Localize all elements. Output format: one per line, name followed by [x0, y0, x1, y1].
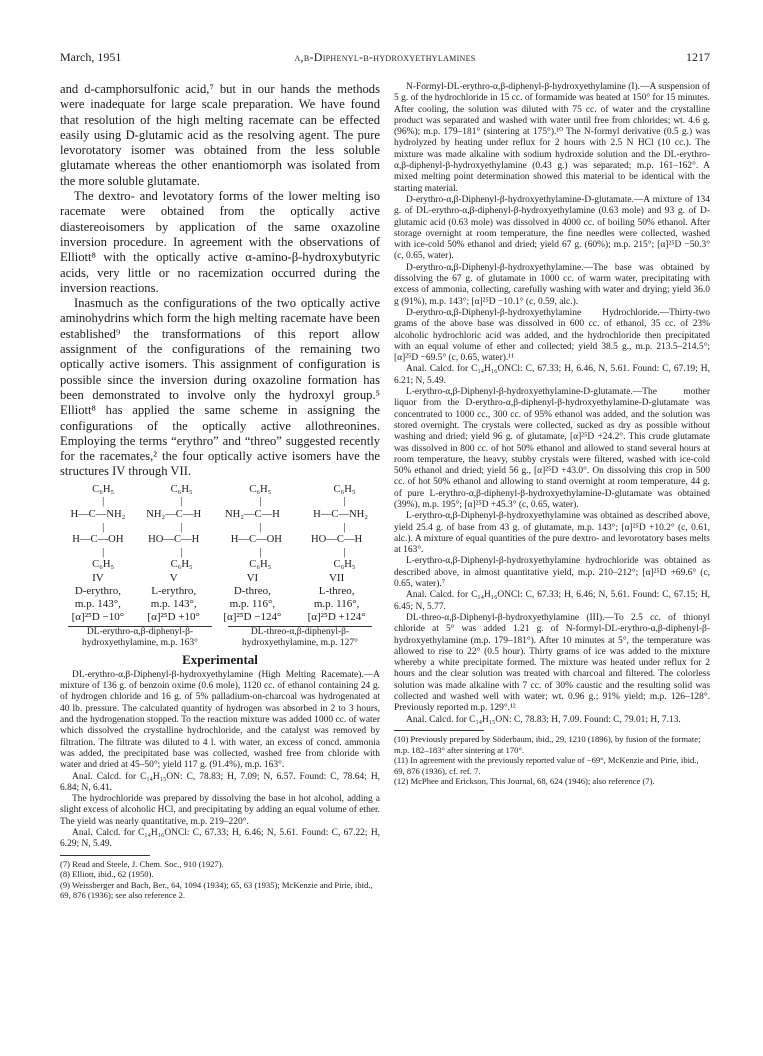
- structure-config: L-erythro,: [151, 584, 197, 597]
- left-column: [60, 82, 380, 901]
- footnotes-right: [394, 734, 710, 787]
- footnote: (9) Weissberger and Bach, Ber., 64, 1094 (1934); 65, 63 (1935); McKenzie and Pirie, ibid., 69, 876 (1936); see also reference 2.: [60, 879, 373, 901]
- paragraph: The dextro- and levotatory forms of the lower melting iso racemate were obtained from the optically active diastereoisomers by application of the same oxazoline inversion procedure. In agreement with the observations of Elliott⁸ with the optically active α-amino-β-hydroxybutyric acids, very little or no racemization occurred during the inversion reactions.: [60, 189, 380, 295]
- paragraph: DL-erythro-α,β-Diphenyl-β-hydroxyethylamine (High Melting Racemate).—A mixture of 136 g. of benzoin oxime (0.6 mole), 1120 cc. of ethanol containing 24 g. of hydrogen chloride and 16 g. of 5% palladium-on-charcoal was hydrogenated at 40 lb. pressure. The calculated quantity of hydrogen was absorbed in 2 to 3 hours, and the hydrogenation stopped. To the reaction mixture was added 1000 cc. of water which dissolved the crystalline hydrochloride, and the catalyst was removed by filtration. The filtrate was diluted to 4 l. with water, an excess of concd. ammonia was added, the precipitated base was collected, washed free from chloride with water and dried at 45–50°; yield 117 g. (91.4%), m.p. 163°.: [60, 669, 380, 771]
- paragraph: L-erythro-α,β-Diphenyl-β-hydroxyethylamine-D-glutamate.—The mother liquor from the D-erythro-α,β-diphenyl-β-hydroxyethylamine-D-glutamate was concentrated to 1000 cc., 300 cc. of 95% ethanol was added, and the solution was stored overnight. The crystals were collected, sucked as dry as possible without washing and dried; yield 96 g. of glutamate, [α]²⁵D +24.2°. This crude glutamate was dissolved in 800 cc. of hot 50% ethanol and allowed to stand several hours at room temperature, the heavy, stubby crystals were filtered, washed with ice-cold 50% ethanol and dried; yield 56 g., [α]²⁵D +43.0°. On dissolving this crop in 500 cc. of hot 50% ethanol and allowing to stand overnight at room temperature, 44 g. of pure L-erythro-α,β-diphenyl-β-hydroxyethylamine-D-glutamate was obtained (39%), m.p. 195°; [α]²⁵D +45.3° (c, 0.65, water).: [394, 387, 710, 510]
- section-heading: Experimental: [182, 651, 258, 667]
- footnote: (10) Previously prepared by Söderbaum, ibid., 29, 1210 (1896), by fusion of the formate; m.p. 182–183° after sintering at 170°.: [394, 733, 701, 755]
- header-date: March, 1951: [60, 50, 122, 64]
- right-column: [394, 82, 710, 787]
- footnote: (8) Elliott, ibid., 62 (1950).: [60, 869, 154, 880]
- experimental-text-right: [394, 82, 710, 726]
- paragraph: Anal. Calcd. for C₁₄H₁₆ONCl: C, 67.33; H, 6.46; N, 5.61. Found: C, 67.22; H, 6.29; N, 5.49.: [60, 828, 380, 850]
- racemate-threo: DL-threo-α,β-diphenyl-β-hydroxyethylamine, m.p. 127°: [242, 626, 358, 648]
- footnote-rule: [394, 730, 484, 731]
- structure-diagram: [60, 484, 380, 624]
- structure-mp: m.p. 143°,: [74, 597, 121, 610]
- paragraph: Anal. Calcd. for C₁₄H₁₅ON: C, 78.83; H, 7.09. Found: C, 79.01; H, 7.13.: [406, 714, 681, 725]
- structure-mp: m.p. 116°,: [229, 597, 276, 610]
- footnote-rule: [60, 855, 150, 856]
- racemate-erythro: DL-erythro-α,β-diphenyl-β-hydroxyethylamine, m.p. 163°: [82, 626, 198, 648]
- structure-rotation: [α]²⁵D +124°: [307, 610, 366, 623]
- paragraph: DL-threo-α,β-Diphenyl-β-hydroxyethylamine (III).—To 2.5 cc. of thionyl chloride at 5° was added 1.21 g. of N-formyl-DL-erythro-α,β-diphenyl-β-hydroxyethylamine (m.p. 179–181°). After 10 minutes at 5°, the temperature was allowed to rise to 22° (0.5 hour). Thirty grams of ice was added to the mixture whereby a white precipitate formed. The mixture was heated under reflux for 2 hours and the clear solution was treated with charcoal and filtered. The colorless solution was made alkaline with 7 cc. of 30% caustic and the resulting solid was collected and washed well with water; wt. 0.96 g.; 91% yield; m.p. 126–128°. Previously reported m.p. 129°.¹²: [394, 612, 710, 714]
- structure-formula: C₆H₅ | H—C—NH₂ | H—C—OH | C₆H₅: [70, 483, 126, 571]
- paragraph: Anal. Calcd. for C₁₄H₁₆ONCl: C, 67.33; H, 6.46; N, 5.61. Found: C, 67.15; H, 6.45; N, 5.77.: [394, 590, 710, 612]
- footnote: (12) McPhee and Erickson, This Journal, 68, 624 (1946); also reference (7).: [394, 776, 655, 787]
- structure-rotation: [α]²⁵D +10°: [147, 610, 200, 623]
- racemate-labels: [60, 626, 380, 649]
- header-page-number: 1217: [686, 50, 710, 64]
- structure-mp: m.p. 116°,: [313, 597, 360, 610]
- footnote: (11) In agreement with the previously reported value of −69°, McKenzie and Pirie, ibid., 69, 876 (1936), cf. ref. 7.: [394, 755, 699, 776]
- paragraph: D-erythro-α,β-Diphenyl-β-hydroxyethylamine Hydrochloride.—Thirty-two grams of the above base was dissolved in 600 cc. of ethanol, 35 cc. of 23% alcoholic hydrochloric acid was added, and the hydrochloride then precipitated with an equal volume of ether and collected; yield 38.5 g., m.p. 213.5–214.5°; [α]²⁵D −69.5° (c, 0.65, water).¹¹: [394, 307, 710, 364]
- structure-formula: C₆H₅ | H—C—NH₂ | HO—C—H | C₆H₅: [311, 483, 369, 571]
- structure-rotation: [α]²⁵D −124°: [223, 610, 282, 623]
- paragraph: N-Formyl-DL-erythro-α,β-diphenyl-β-hydroxyethylamine (I).—A suspension of 5 g. of the hydrochloride in 15 cc. of formamide was heated at 150° for 15 minutes. After cooling, the solution was diluted with 75 cc. of water and the crystalline product was separated and washed with water until free from chlorides; wt. 4.6 g. (96%); m.p. 179–181° (sintering at 175°).¹⁰ The N-formyl derivative (0.5 g.) was hydrolyzed by heating under reflux for 2 hours with 2.5 N HCl (10 cc.). The mixture was made alkaline with sodium hydroxide solution and the DL-erythro-α,β-diphenyl-β-hydroxyethylamine (0.43 g.) was separated; m.p. 161–162°. A mixed melting point determination showed this material to be identical with the starting material.: [394, 82, 710, 194]
- structure-config: L-threo,: [318, 584, 355, 597]
- footnotes-left: [60, 859, 380, 901]
- paragraph: and d-camphorsulfonic acid,⁷ but in our hands the methods were inadequate for large scale preparation. We have found that resolution of the high melting racemate can be effected easily using D-glutamic acid as the resolving agent. The pure levorotatory isomer was obtained from the less soluble glutamate whereas the other enantiomorph was isolated from the more soluble glutamate.: [60, 82, 380, 188]
- header-title: α,β-Diphenyl-β-hydroxyethylamines: [294, 50, 476, 64]
- journal-page: [60, 50, 710, 1040]
- structure-numeral: V: [169, 571, 178, 584]
- structure-numeral: IV: [92, 571, 104, 584]
- running-header: [60, 50, 710, 70]
- structure-numeral: VII: [328, 571, 345, 584]
- paragraph: D-erythro-α,β-Diphenyl-β-hydroxyethylamine.—The base was obtained by dissolving the 67 g. of glutamate in 1000 cc. of warm water, precipitating with excess of ammonia, collecting, carefully washing with water and drying; yield 36.0 g (91%), m.p. 143°; [α]²⁵D −10.1° (c, 0.59, alc.).: [394, 262, 710, 307]
- structure-formula: C₆H₅ | NH₂—C—H | H—C—OH | C₆H₅: [224, 483, 282, 571]
- paragraph: L-erythro-α,β-Diphenyl-β-hydroxyethylamine was obtained as described above, yield 25.4 g. of base from 43 g. of glutamate, m.p. 143°; [α]²⁵D +10.2° (c, 0.61, alc.). A mixture of equal quantities of the pure dextro- and levorotatory bases melts at 163°.: [394, 511, 710, 556]
- structure-mp: m.p. 143°,: [150, 597, 197, 610]
- structure-rotation: [α]²⁵D −10°: [71, 610, 125, 623]
- paragraph: D-erythro-α,β-Diphenyl-β-hydroxyethylamine-D-glutamate.—A mixture of 134 g. of DL-erythro-α,β-diphenyl-β-hydroxyethylamine (0.63 mole) and 93 g. of D-glutamic acid (0.63 mole) was dissolved in 4000 cc. of boiling 50% ethanol. After storage overnight at room temperature, the fine needles were collected, washed with ice-cold 50% ethanol and dried; yield 67 g. (60%); m.p. 215°; [α]²⁵D −50.3° (c, 0.65, water).: [394, 194, 710, 262]
- paragraph: The hydrochloride was prepared by dissolving the base in hot alcohol, adding a slight excess of alcoholic HCl, and precipitating by adding an equal volume of ether. The yield was nearly quantitative, m.p. 219–220°.: [60, 794, 380, 827]
- structure-config: D-erythro,: [74, 584, 121, 597]
- paragraph: Anal. Calcd. for C₁₄H₁₅ON: C, 78.83; H, 7.09; N, 6.57. Found: C, 78.64; H, 6.84; N, 6.41.: [60, 771, 380, 793]
- paragraph: Anal. Calcd. for C₁₄H₁₆ONCl: C, 67.33; H, 6.46, N, 5.61. Found: C, 67.19; H, 6.21; N, 5.49.: [394, 364, 710, 386]
- paragraph: Inasmuch as the configurations of the two optically active aminohydrins which form the high melting racemate have been established⁹ the transformations of this report allow assignment of the configurations of the remaining two optically active isomers. This assignment of configuration is possible since the inversion during oxazoline formation has been demonstrated to involve only the hydroxyl group.⁵ Elliott⁸ has applied the same scheme in assigning the configurations of the optically active allothreonines. Employing the terms “erythro” and “threo” suggested recently for the racemates,² the four optically active isomers have the structures IV through VII.: [60, 296, 380, 479]
- structure-formula: C₆H₅ | NH₂—C—H | HO—C—H | C₆H₅: [146, 483, 202, 571]
- structure-numeral: VI: [246, 571, 259, 584]
- discussion-text: [60, 82, 380, 480]
- experimental-text-left: [60, 670, 380, 851]
- structure-config: D-threo,: [233, 584, 271, 597]
- footnote: (7) Read and Steele, J. Chem. Soc., 910 (1927).: [60, 858, 224, 869]
- paragraph: L-erythro-α,β-Diphenyl-β-hydroxyethylamine hydrochloride was obtained as described above, in almost quantitative yield, m.p. 210–212°; [α]²⁵D +69.6° (c, 0.65, water).⁷: [394, 556, 710, 590]
